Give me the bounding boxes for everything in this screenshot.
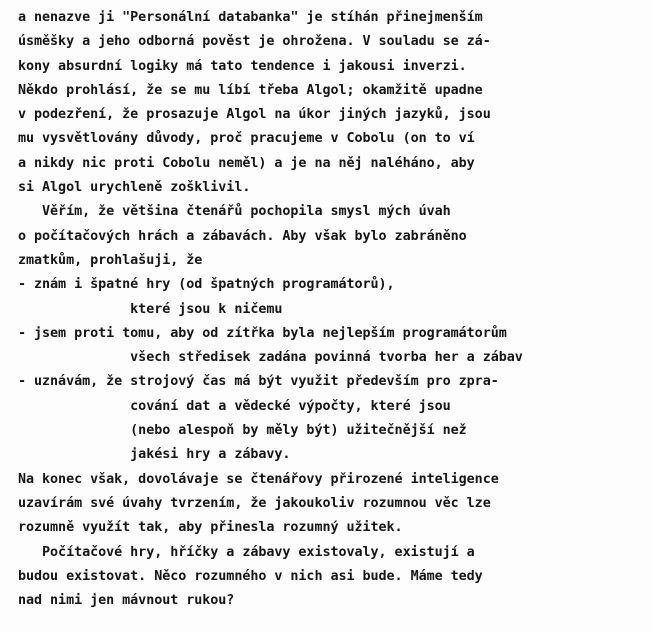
text-line: kony absurdní logiky má tato tendence i jakousi inverzi. [18, 58, 467, 74]
list-item-continuation: které jsou k ničemu [18, 301, 283, 317]
text-line: v podezření, že prosazuje Algol na úkor jiných jazyků, jsou [18, 107, 491, 123]
text-line: budou existovat. Něco rozumného v nich asi bude. Máme tedy [18, 568, 483, 584]
list-item-continuation: cování dat a vědecké výpočty, které jsou [18, 398, 451, 414]
text-line: mu vysvětlovány důvody, proč pracujeme v Cobolu (on to ví [18, 131, 475, 147]
text-line: o počítačových hrách a zábavách. Aby však bylo zabráněno [18, 228, 467, 244]
text-line: rozumně využít tak, aby přinesla rozumný užitek. [18, 520, 403, 536]
list-item-line: - jsem proti tomu, aby od zítřka byla nejlepším programátorům [18, 325, 507, 341]
text-line: a nenazve ji "Personální databanka" je stíhán přinejmenším [18, 10, 483, 25]
text-line: Na konec však, dovolávaje se čtenářovy přirozené inteligence [18, 471, 499, 487]
text-line: zmatkům, prohlašuji, že [18, 252, 203, 268]
list-item-line: - uznávám, že strojový čas má být využit především pro zpra- [18, 374, 499, 390]
list-item-continuation: (nebo alespoň by měly být) užitečnější než [18, 423, 467, 439]
text-line: nad nimi jen mávnout rukou? [18, 593, 235, 609]
text-line: Věřím, že většina čtenářů pochopila smysl mých úvah [18, 204, 451, 220]
list-item-continuation: jakési hry a zábavy. [18, 447, 291, 463]
list-item-line: - znám i špatné hry (od špatných programátorů), [18, 277, 395, 293]
text-line: Někdo prohlásí, že se mu líbí třeba Algol; okamžitě upadne [18, 82, 483, 98]
text-line: si Algol urychleně zošklivil. [18, 180, 251, 196]
document-body [18, 6, 648, 613]
text-line: Počítačové hry, hříčky a zábavy existovaly, existují a [18, 544, 475, 560]
list-item-continuation: všech středisek zadána povinná tvorba her a zábav [18, 350, 523, 366]
text-line: a nikdy nic proti Cobolu neměl) a je na něj naléháno, aby [18, 155, 475, 171]
text-line: úsměšky a jeho odborná pověst je ohrožena. V souladu se zá- [18, 34, 491, 50]
text-line: uzavírám své úvahy tvrzením, že jakoukoliv rozumnou věc lze [18, 495, 491, 511]
